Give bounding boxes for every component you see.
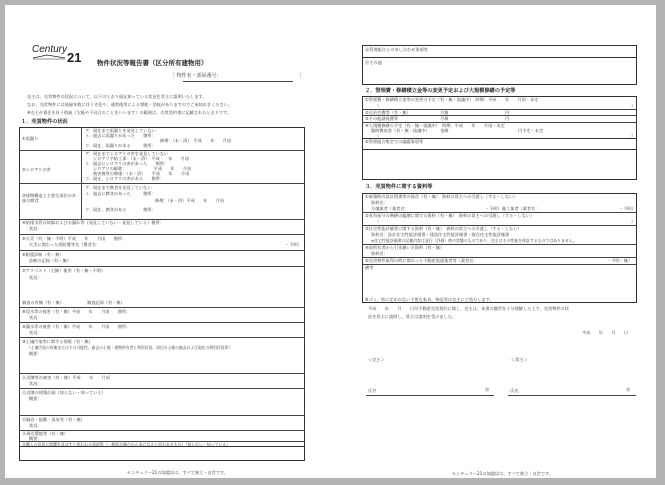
row-7-label: ⑦アスベスト（石綿）使用（有・無・不明） (22, 268, 106, 273)
row-termite-line: シロアリ予防工事：（未・済） 平成 年 月頃 (93, 156, 190, 161)
section-1-heading: １．売買物件の状況 (21, 119, 68, 125)
row-structure-line: ア．現在まで腐食を発見していない (85, 185, 152, 190)
row-12-label: ⑫近隣の建築計画（知らない・知っている） (22, 390, 106, 395)
s3-row-f-label: 備考 (365, 265, 374, 270)
s2-row-b-yen: 円 (505, 110, 510, 115)
section-2-heading: ２．管理費・修繕積立金等の変更予定および大規模修繕の予定等 (365, 88, 516, 94)
row-7-sub: 状況： (29, 275, 42, 280)
row-14-label: ⑭周辺環境等（有・無） (22, 431, 69, 436)
s3-row-c-sub: 資料名：設計住宅性能評価書・建設住宅性能評価書・既存住宅性能評価書 (371, 232, 510, 237)
left-footer: センチュリー21の加盟店は、すべて独立・自営です。 (127, 470, 229, 475)
row-11-label: ⑪近隣等の被害（有・無）平成 年 月頃 (22, 375, 110, 380)
s2-row-c-label: ③その他諸経費等 (365, 116, 399, 121)
row-8-sub: 状況： (29, 315, 42, 320)
s3-row-e-end: ・不明・無） (607, 258, 633, 263)
intro-line-1: 売主は、売買物件の状況について、以下のとおり現在知っている状況を買主に説明いたします。 (27, 94, 207, 99)
right-footer: センチュリー21の加盟店は、すべて独立・自営です。 (452, 471, 554, 476)
s2-row-e-label: ⑤管理組合集会での議題事項等 (365, 139, 424, 144)
row-5-label: ⑤火災（有・無・不明）平成 年 月頃 箇所： (22, 236, 127, 241)
s2-row-a-label: ①管理費・修繕積立金等の変更の予定（有・無・協議中） 時期：平成 年 月頃・未定 (365, 97, 539, 102)
s2-row-d-open: （ (375, 133, 380, 138)
row-termite-line: 被害箇所の修復：（未・済） 平成 年 月頃 (93, 171, 190, 176)
s3-row-b-label: ②専有部分の修繕の履歴に関する資料（有・無） 資料の買主への引渡し（する・しない） (365, 213, 535, 218)
row-leak-line: 修理：（未・済） 平成 年 月頃 (160, 138, 232, 143)
row-termite-line: イ．過去にシロアリの害があった 箇所： (85, 161, 169, 166)
row-6-label: ⑥耐震診断（有・無） (22, 252, 64, 257)
row-15-label: ⑮購入の意思に影響を及ぼすと思われる事項等（一般的な観点から気になると思われるもの）（知らない・知っている） (22, 442, 231, 447)
s2-row-d-end: 円予定・未定 (518, 128, 544, 133)
buyer-name-label: 氏名 (510, 388, 519, 393)
row-termite-line: ア．現在までシロアリの害を発見していない (85, 151, 169, 156)
seller-heading: ＜売主＞ (368, 357, 385, 362)
row-7-foot-2: 調査記録（有・無） (87, 300, 125, 305)
s2-row-d-sub: 臨時徴収金（有・無・協議中） 金額： (371, 128, 453, 133)
disposal-note: ※ゴミ、皆に定めのない不要な家具、物品等は売主にて処分します。 (365, 297, 494, 302)
row-leak-line: イ．過去に雨漏りがあった 箇所： (85, 133, 156, 138)
row-structure-line: イ．過去に腐食があった 箇所： (85, 191, 156, 196)
s3-row-b-open: （ (375, 219, 380, 224)
s3-row-e-label: ⑤売買物件取得の時に関わった不動産流通業者等（業者名： (365, 258, 478, 263)
sign-date: 平成 年 月 日 (582, 330, 629, 335)
s3-row-a-sub2: 分譲業者（業者名： (371, 206, 409, 211)
row-termite-label: ②シロアリの害 (22, 167, 51, 172)
s2-row-b-label: ②自治会費等（有・無） (365, 110, 411, 115)
s2-row-a-close: ） (631, 103, 636, 108)
row-10-label: ⑩土壌汚染等に関する情報（有・無） (22, 339, 93, 344)
row-15-box (19, 441, 305, 461)
row-structure-label: ③建物構造上主要な部位の木部の腐食 (22, 193, 77, 203)
s3-row-a-end: ・不明） (619, 206, 636, 211)
row-8-label: ⑧浸水等の被害（有・無）平成 年 月頃 箇所： (22, 309, 131, 314)
row-11-sub: 状況： (29, 381, 42, 386)
row-leak-line: ウ．現在、雨漏りがある 箇所： (85, 143, 156, 148)
seller-seal: ㊞ (485, 387, 490, 392)
row-termite-line: シロアリの駆除： 平成 年 月頃 (93, 166, 192, 171)
s3-row-b-close: ） (631, 219, 636, 224)
row-termite-line: ウ．現在、シロアリの害がある 箇所： (85, 176, 165, 181)
row-13-label: ⑬騒音・振動・臭気等（有・無） (22, 417, 85, 422)
row-16-label: ⑯管理組合との申し合わせ事項等 (365, 47, 428, 52)
s3-row-a-sub: 資料名： (371, 200, 388, 205)
document-sheet (5, 5, 656, 478)
section-3-heading: ３．売買物件に関する資料等 (365, 184, 433, 190)
s3-row-c-sub2: ※住宅性能評価書の記載内容は発行（評価）時の状態のものであり、売主はその性能を保証するものではありません。 (371, 238, 577, 243)
property-label: ［ 物件名・部屋番号： (170, 73, 222, 79)
row-7-foot-1: 調査の有無（有・無） (22, 300, 64, 305)
s2-row-a-open: （ (375, 103, 380, 108)
buyer-seal: ㊞ (626, 387, 631, 392)
s2-row-c-unit: 月額 (440, 116, 449, 121)
row-12-sub: 概要： (29, 396, 42, 401)
s3-row-a-mid: ・不明）施工業者（業者名： (485, 206, 540, 211)
statement-line-2: 況を買主に説明し、買主は説明を受けました。 (368, 314, 456, 319)
s2-row-d-label: ④大規模修繕の予定（有・無・協議中） 時期：平成 年 月頃・未定 (365, 123, 505, 128)
buyer-heading: ＜買主＞ (511, 357, 528, 362)
row-leak-label: ①雨漏り (22, 136, 39, 141)
s3-row-d-sub: 資料名： (371, 251, 388, 256)
row-6-sub: 診断の記録（有・無） (29, 258, 71, 263)
row-5-end: ・不明） (285, 242, 302, 247)
row-4-sub: 状況： (29, 226, 42, 231)
seller-name-label: 氏名 (368, 388, 377, 393)
row-17-box (362, 58, 637, 85)
s3-row-c-label: ③住宅性能評価等に関する資料（有・無） 資料の買主への引渡し（する・しない） (365, 226, 522, 231)
intro-line-2: なお、売買物件には経過年数に伴う劣化や、通常使用による摩耗・消耗がありますのでご承知おきください。 (27, 102, 233, 107)
row-9-label: ⑨漏水等の被害（有・無）平成 年 月頃 箇所： (22, 324, 131, 329)
row-9-sub: 状況： (29, 330, 42, 335)
page-title: 物件状況等報告書（区分所有建物用） (97, 59, 208, 67)
s2-row-c-yen: 円 (505, 116, 510, 121)
seller-name-line (366, 395, 494, 396)
s3-row-d-label: ④前所有者から引き継いだ資料（有・無） (365, 245, 445, 250)
s2-row-b-unit: 月額 (440, 110, 449, 115)
row-structure-line: 修理：（未・済）平成 年 月頃 (155, 198, 225, 203)
row-4-label: ④給排水管の故障および水漏れ等（発見していない・発見している）箇所： (22, 220, 164, 225)
s2-row-e-box (362, 138, 637, 180)
property-close: ］ (299, 73, 305, 79)
row-10-sub: （土壌汚染の有無またはその可能性、過去の土地・建物所有者と利用状況、周辺の土地の過去および現在の利用状況等） (27, 345, 233, 350)
row-leak-line: ア．現在まで雨漏りを発見していない (85, 128, 156, 133)
statement-line-1: 平成 年 月 日付不動産売買契約に関し、売主は、本書の趣旨を十分理解した上で、売買物件の状 (368, 306, 569, 311)
row-10-sub-2: 概要： (29, 351, 42, 356)
row-5-sub: 火災に関わった消防署等名（署者名： (29, 242, 101, 247)
century21-logo (31, 41, 83, 63)
buyer-name-line (508, 395, 636, 396)
row-13-sub: 状況： (29, 423, 42, 428)
s2-row-d-close: ） (631, 133, 636, 138)
svg-text:21: 21 (67, 50, 82, 63)
row-14-sub: 概要： (29, 436, 42, 441)
row-17-label: ⑰その他 (365, 60, 382, 65)
row-structure-line: ウ．現在、腐食がある 箇所： (85, 207, 156, 212)
intro-line-3: ※売主が責任を負う瑕疵（欠陥や不具合のことをいいます）の範囲は、売買契約書に記載されたとおりです。 (27, 110, 232, 115)
svg-text:Century: Century (32, 44, 68, 55)
s3-row-a-label: ①新築時の設計図書等の保存（有・無） 資料の買主への引渡し（する・しない） (365, 194, 518, 199)
